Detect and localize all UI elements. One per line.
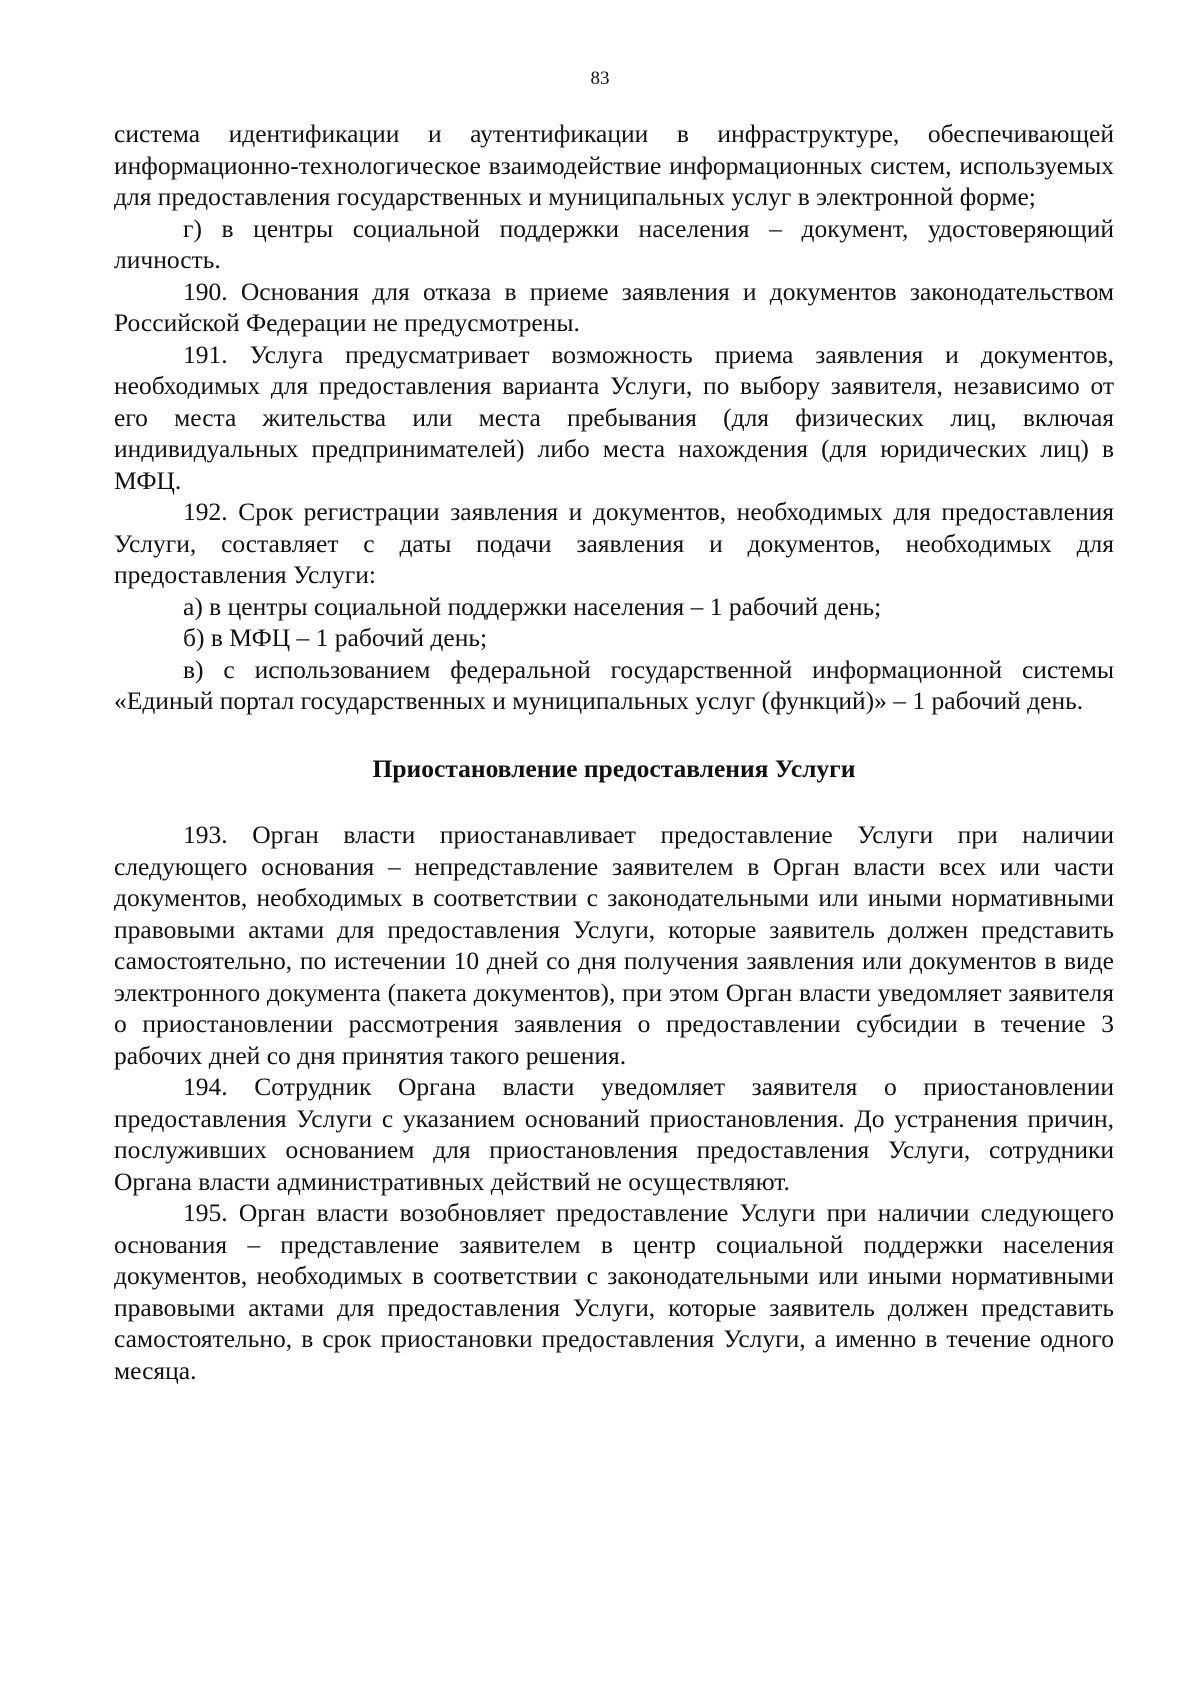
page-number: 83 xyxy=(590,68,610,89)
paragraph-193: 193. Орган власти приостанавливает предоставление Услуги при наличии следующего основания – непредставление заявителем в Орган власти всех или части документов, необходимых в соответствии с законодательными или иными нормативными правовыми актами для предоставления Услуги, которые заявитель должен представить самостоятельно, по истечении 10 дней со дня получения заявления или документов в виде электронного документа (пакета документов), при этом Орган власти уведомляет заявителя о приостановлении рассмотрения заявления о предоставлении субсидии в течение 3 рабочих дней со дня принятия такого решения. xyxy=(114,820,1114,1070)
paragraph-195: 195. Орган власти возобновляет предоставление Услуги при наличии следующего основания – представление заявителем в центр социальной поддержки населения документов, необходимых в соответствии с законодательными или иными нормативными правовыми актами для предоставления Услуги, которые заявитель должен представить самостоятельно, в срок приостановки предоставления Услуги, а именно в течение одного месяца. xyxy=(114,1198,1114,1385)
paragraph-194: 194. Сотрудник Органа власти уведомляет заявителя о приостановлении предоставления Услуги с указанием оснований приостановления. До устранения причин, послуживших основанием для приостановления предоставления Услуги, сотрудники Органа власти административных действий не осуществляют. xyxy=(114,1072,1114,1196)
paragraph-192-a: а) в центры социальной поддержки населения – 1 рабочий день; xyxy=(183,591,882,621)
paragraph-item-g: г) в центры социальной поддержки населения – документ, удостоверяющий личность. xyxy=(114,213,1114,274)
document-body xyxy=(114,118,1114,1386)
section-heading: Приостановление предоставления Услуги xyxy=(372,753,856,783)
paragraph-192-b: б) в МФЦ – 1 рабочий день; xyxy=(183,623,488,652)
paragraph-192: 192. Срок регистрации заявления и документов, необходимых для предоставления Услуги, составляет с даты подачи заявления и документов, необходимых для предоставления Услуги: xyxy=(114,497,1114,589)
paragraph-continuation: система идентификации и аутентификации в инфраструктуре, обеспечивающей информационно-технологическое взаимодействие информационных систем, используемых для предоставления государственных и муниципальных услуг в электронной форме; xyxy=(114,119,1114,211)
paragraph-190: 190. Основания для отказа в приеме заявления и документов законодательством Российской Федерации не предусмотрены. xyxy=(114,276,1114,337)
paragraph-192-v: в) с использованием федеральной государственной информационной системы «Единый портал государственных и муниципальных услуг (функций)» – 1 рабочий день. xyxy=(114,654,1114,715)
paragraph-191: 191. Услуга предусматривает возможность приема заявления и документов, необходимых для предоставления варианта Услуги, по выбору заявителя, независимо от его места жительства или места пребывания (для физических лиц, включая индивидуальных предпринимателей) либо места нахождения (для юридических лиц) в МФЦ. xyxy=(114,339,1114,495)
